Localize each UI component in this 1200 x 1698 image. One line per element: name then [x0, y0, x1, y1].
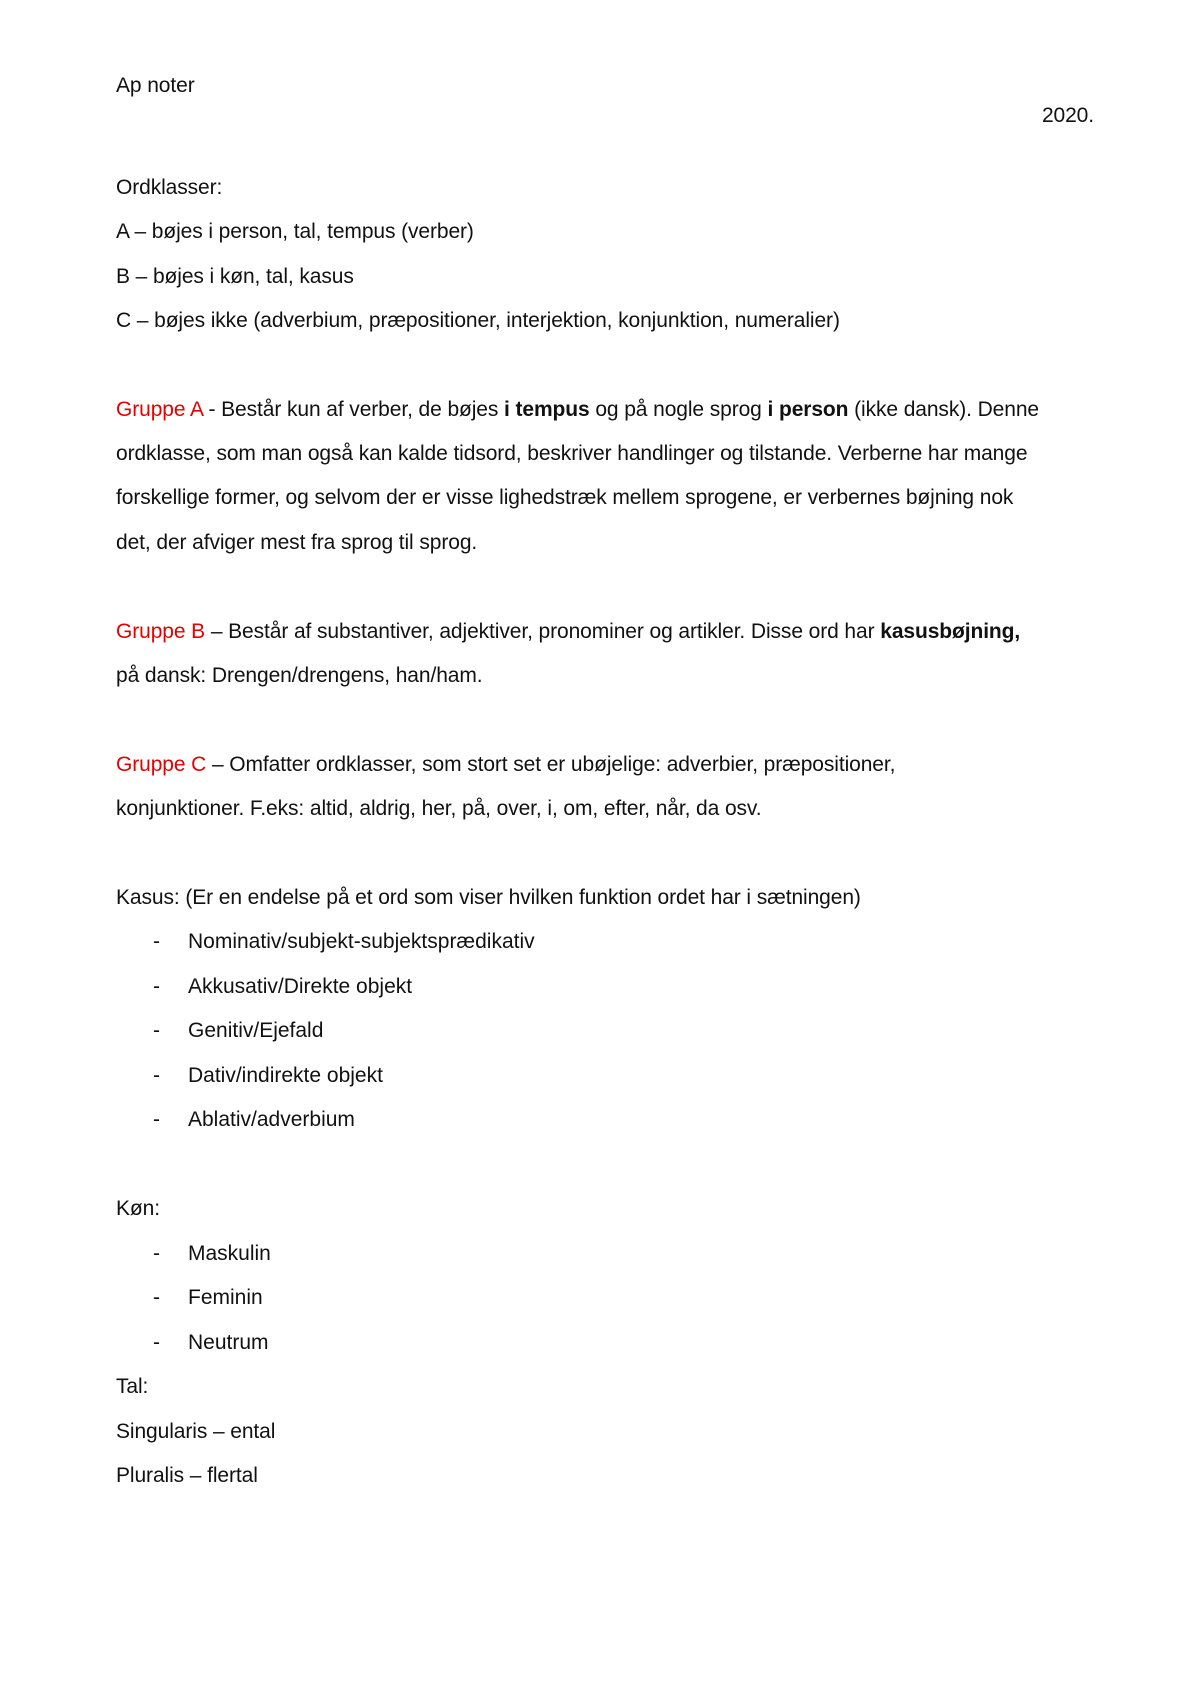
tal-heading: Tal:: [116, 1375, 149, 1398]
gruppe-a-text-2: og på nogle sprog: [589, 398, 768, 421]
kasus-bullet-dash: -: [153, 1108, 160, 1131]
kasus-item: Dativ/indirekte objekt: [188, 1064, 383, 1087]
gruppe-a-line-2: ordklasse, som man også kan kalde tidsord, beskriver handlinger og tilstande. Verberne har mange: [116, 442, 1028, 465]
tal-item-pluralis: Pluralis – flertal: [116, 1464, 258, 1487]
gruppe-a-text-3: (ikke dansk). Denne: [848, 398, 1039, 421]
gruppe-c-line-2: konjunktioner. F.eks: altid, aldrig, her, på, over, i, om, efter, når, da osv.: [116, 797, 762, 820]
gruppe-b-kasusboejning: kasusbøjning,: [880, 620, 1021, 643]
kasus-bullet-dash: -: [153, 930, 160, 953]
gruppe-c-line-1: [116, 751, 895, 779]
koen-bullet-dash: -: [153, 1286, 160, 1309]
gruppe-a-person: i person: [767, 398, 849, 421]
gruppe-a-line-1: [116, 396, 1039, 424]
tal-item-singularis: Singularis – ental: [116, 1420, 276, 1443]
koen-item: Feminin: [188, 1286, 263, 1309]
gruppe-a-label: Gruppe A: [116, 398, 203, 421]
ordklasser-item-c: C – bøjes ikke (adverbium, præpositioner, interjektion, konjunktion, numeralier): [116, 309, 840, 332]
gruppe-c-label: Gruppe C: [116, 753, 207, 776]
gruppe-a-text-1: - Består kun af verber, de bøjes: [202, 398, 505, 421]
kasus-bullet-dash: -: [153, 1064, 160, 1087]
ordklasser-item-a: A – bøjes i person, tal, tempus (verber): [116, 220, 474, 243]
gruppe-b-line-2: på dansk: Drengen/drengens, han/ham.: [116, 664, 483, 687]
gruppe-b-text-1: – Består af substantiver, adjektiver, pronominer og artikler. Disse ord har: [205, 620, 881, 643]
kasus-bullet-dash: -: [153, 1019, 160, 1042]
ordklasser-heading: Ordklasser:: [116, 176, 223, 199]
kasus-bullet-dash: -: [153, 975, 160, 998]
gruppe-b-line-1: [116, 618, 1020, 646]
gruppe-a-line-4: det, der afviger mest fra sprog til sprog.: [116, 531, 478, 554]
kasus-heading: Kasus: (Er en endelse på et ord som viser hvilken funktion ordet har i sætningen): [116, 886, 861, 909]
koen-bullet-dash: -: [153, 1331, 160, 1354]
ordklasser-item-b: B – bøjes i køn, tal, kasus: [116, 265, 354, 288]
kasus-item: Nominativ/subjekt-subjektsprædikativ: [188, 930, 535, 953]
kasus-item: Ablativ/adverbium: [188, 1108, 355, 1131]
document-title: Ap noter: [116, 74, 195, 97]
gruppe-b-label: Gruppe B: [116, 620, 206, 643]
kasus-item: Akkusativ/Direkte objekt: [188, 975, 413, 998]
koen-bullet-dash: -: [153, 1242, 160, 1265]
koen-item: Maskulin: [188, 1242, 271, 1265]
koen-heading: Køn:: [116, 1197, 160, 1220]
gruppe-a-line-3: forskellige former, og selvom der er visse lighedstræk mellem sprogene, er verbernes bøjning nok: [116, 486, 1014, 509]
koen-item: Neutrum: [188, 1331, 269, 1354]
kasus-item: Genitiv/Ejefald: [188, 1019, 324, 1042]
gruppe-a-tempus: i tempus: [504, 398, 590, 421]
document-year: 2020.: [1041, 104, 1094, 127]
gruppe-c-text-1: – Omfatter ordklasser, som stort set er ubøjelige: adverbier, præpositioner,: [206, 753, 896, 776]
